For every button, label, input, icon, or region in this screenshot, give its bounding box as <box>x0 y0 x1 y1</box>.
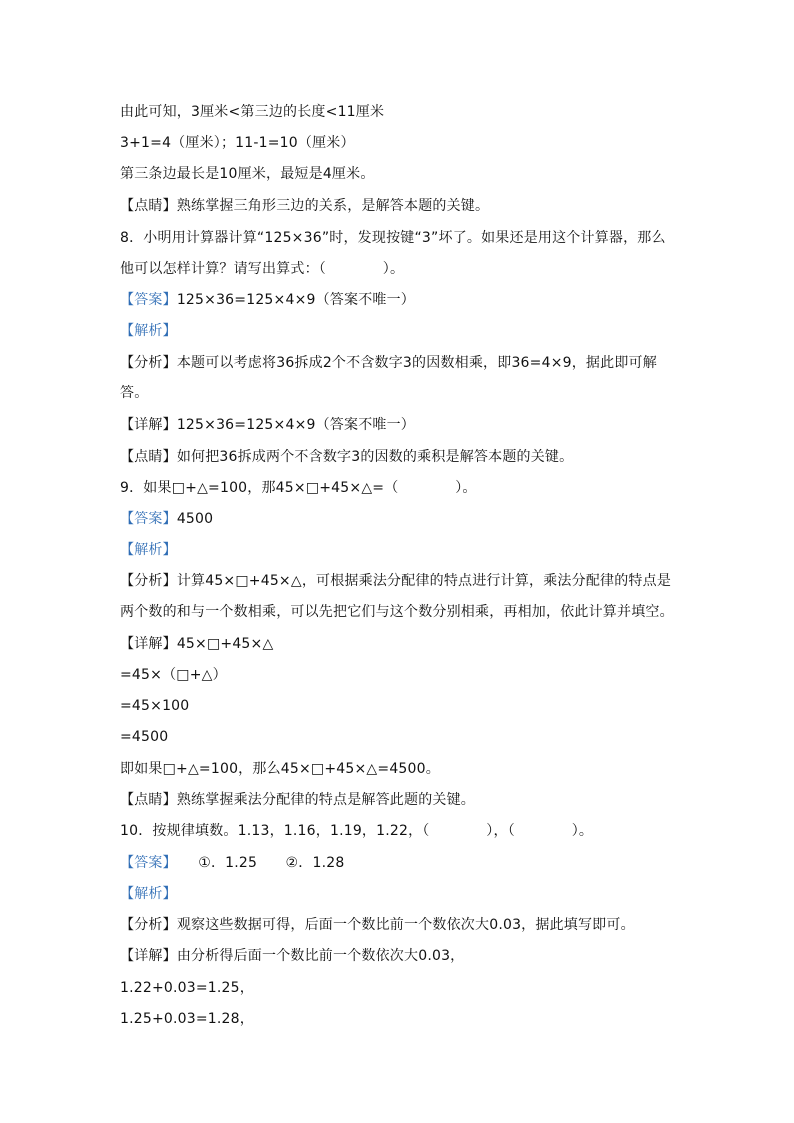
text-line <box>120 792 740 808</box>
text-line <box>120 135 740 151</box>
section-tag: 【分析】 <box>120 573 177 589</box>
line-text: 10．按规律填数。1.13，1.16，1.19，1.22，（ ），（ ）。 <box>120 823 594 839</box>
section-tag: 【点睛】 <box>120 792 177 808</box>
text-line <box>120 917 740 933</box>
answer-tag: 【答案】 <box>120 292 177 308</box>
line-text: 两个数的和与一个数相乘，可以先把它们与这个数分别相乘，再相加，依此计算并填空。 <box>120 604 674 620</box>
answer-tag: 【答案】 <box>120 855 170 871</box>
answer-tag: 【答案】 <box>120 511 177 527</box>
question-line <box>120 480 740 496</box>
line-text: 如何把36拆成两个不含数字3的因数的乘积是解答本题的关键。 <box>176 449 574 465</box>
line-text: 熟练掌握三角形三边的关系，是解答本题的关键。 <box>176 198 490 214</box>
line-text: 125×36=125×4×9（答案不唯一） <box>176 417 416 433</box>
text-line <box>120 449 740 465</box>
question-line <box>120 230 740 246</box>
text-line <box>120 417 740 433</box>
analysis-tag: 【解析】 <box>120 886 177 902</box>
line-text: ①．1.25 ②．1.28 <box>169 855 345 871</box>
section-tag: 【详解】 <box>120 948 177 964</box>
analysis-tag: 【解析】 <box>120 542 177 558</box>
section-tag: 【点睛】 <box>120 449 177 465</box>
line-text: 3+1=4（厘米）；11-1=10（厘米） <box>120 135 355 151</box>
analysis-tag: 【解析】 <box>120 323 177 339</box>
text-line <box>120 698 740 714</box>
analysis-line <box>120 886 740 902</box>
section-tag: 【详解】 <box>120 636 177 652</box>
analysis-line <box>120 323 740 339</box>
text-line <box>120 166 740 182</box>
line-text: 计算45×□+45×△，可根据乘法分配律的特点进行计算，乘法分配律的特点是 <box>176 573 672 589</box>
line-text: 观察这些数据可得，后面一个数比前一个数依次大0.03，据此填写即可。 <box>176 917 635 933</box>
line-text: 第三条边最长是10厘米，最短是4厘米。 <box>120 166 375 182</box>
line-text: 1.22+0.03=1.25， <box>120 980 254 996</box>
line-text: 即如果□+△=100，那么45×□+45×△=4500。 <box>120 761 440 777</box>
line-text: 45×□+45×△ <box>176 636 274 652</box>
text-line <box>120 104 740 120</box>
answer-line <box>120 855 740 871</box>
text-line <box>120 1011 740 1027</box>
section-tag: 【点睛】 <box>120 198 177 214</box>
answer-line <box>120 511 740 527</box>
text-line <box>120 761 740 777</box>
text-line <box>120 948 740 964</box>
line-text: 8．小明用计算器计算“125×36”时，发现按键“3”坏了。如果还是用这个计算器，那么 <box>120 230 666 246</box>
question-line <box>120 261 740 277</box>
line-text: 4500 <box>176 511 214 527</box>
line-text: 答。 <box>120 385 149 401</box>
text-line <box>120 729 740 745</box>
section-tag: 【详解】 <box>120 417 177 433</box>
text-line <box>120 198 740 214</box>
line-text: 由此可知，3厘米<第三边的长度<11厘米 <box>120 104 385 120</box>
answer-line <box>120 292 740 308</box>
question-line <box>120 823 740 839</box>
line-text: =45×100 <box>120 698 190 714</box>
text-line <box>120 667 740 683</box>
text-line <box>120 604 740 620</box>
line-text: 1.25+0.03=1.28， <box>120 1011 254 1027</box>
section-tag: 【分析】 <box>120 355 177 371</box>
line-text: 125×36=125×4×9（答案不唯一） <box>176 292 416 308</box>
text-line <box>120 385 740 401</box>
text-line <box>120 355 740 371</box>
text-line <box>120 573 740 589</box>
line-text: 由分析得后面一个数比前一个数依次大0.03， <box>176 948 465 964</box>
line-text: 他可以怎样计算？请写出算式：（ ）。 <box>120 261 405 277</box>
line-text: =45×（□+△） <box>120 667 227 683</box>
line-text: 9．如果□+△=100，那45×□+45×△=（ ）。 <box>120 480 477 496</box>
section-tag: 【分析】 <box>120 917 177 933</box>
analysis-line <box>120 542 740 558</box>
text-line <box>120 980 740 996</box>
line-text: 本题可以考虑将36拆成2个不含数字3的因数相乘，即36=4×9，据此即可解 <box>176 355 657 371</box>
line-text: 熟练掌握乘法分配律的特点是解答此题的关键。 <box>176 792 476 808</box>
text-line <box>120 636 740 652</box>
line-text: =4500 <box>120 729 169 745</box>
